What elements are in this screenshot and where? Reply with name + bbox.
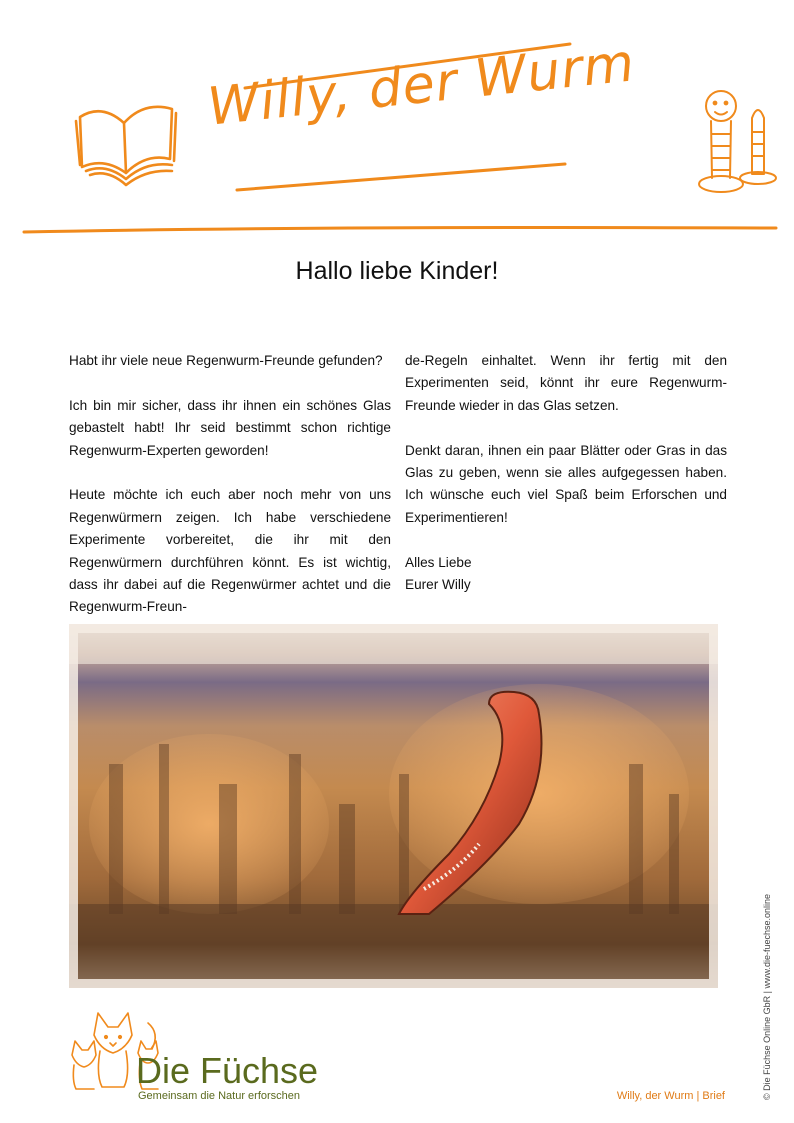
paragraph: Habt ihr viele neue Regenwurm-Freunde gefunden?: [69, 353, 383, 368]
brand-name: Die Füchse: [136, 1050, 319, 1091]
paragraph: Ich bin mir sicher, dass ihr ihnen ein schönes Glas gebastelt habt! Ihr seid bestimmt schon richtige Regenwurm-Experten geworden!: [69, 397, 391, 458]
brand-tagline: Gemeinsam die Natur erforschen: [138, 1090, 301, 1102]
worm-illustration: [69, 624, 718, 988]
signoff-line: Alles Liebe: [405, 554, 472, 570]
worm-figures-icon: [694, 88, 786, 196]
open-book-icon: [72, 95, 182, 190]
page-title: Willy, der Wurm: [205, 33, 638, 138]
letter-column-left: [69, 350, 391, 619]
header-divider: [20, 222, 780, 236]
greeting-heading: Hallo liebe Kinder!: [295, 257, 499, 285]
document-label: Willy, der Wurm | Brief: [616, 1090, 725, 1102]
signature: Eurer Willy: [405, 577, 471, 593]
letter-column-right: [405, 350, 727, 596]
paragraph: Heute möchte ich euch aber noch mehr von uns Regenwürmern zeigen. Ich habe verschiedene Experimente vorbereitet, die ihr mit den Regenwürmern durchführen könnt. Es ist wichtig, dass ihr dabei auf die Regenwürmer achtet und die Regenwurm-Freun-: [69, 487, 391, 615]
copyright-notice: © Die Füchse Online GbR | www.die-fuechse.online: [762, 893, 772, 1100]
paragraph: de-Regeln einhaltet. Wenn ihr fertig mit den Experimenten seid, könnt ihr eure Regenwurm-Freunde wieder in das Glas setzen.: [405, 353, 727, 413]
paragraph: Denkt daran, ihnen ein paar Blätter oder Gras in das Glas zu geben, wenn sie alles aufgegessen haben. Ich wünsche euch viel Spaß beim Erforschen und Experimentieren!: [405, 442, 727, 525]
